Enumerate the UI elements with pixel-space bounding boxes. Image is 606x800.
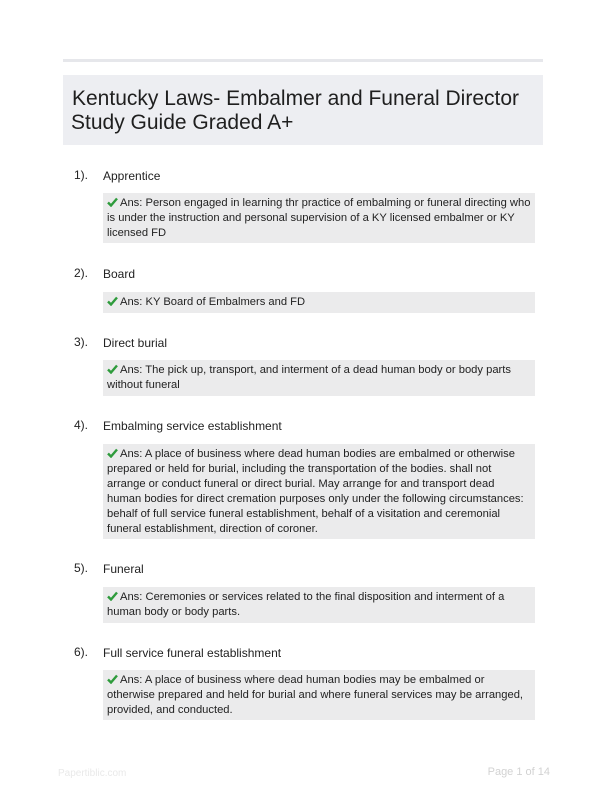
answer-box-5: [103, 587, 535, 623]
title-box: [63, 75, 543, 145]
answer-box-3: [103, 360, 535, 396]
check-icon: [107, 197, 118, 207]
question-term-1: Apprentice: [103, 169, 161, 183]
check-icon: [107, 296, 118, 306]
question-number-5: 5).: [74, 561, 89, 575]
answer-text-4: A place of business where dead human bodies are embalmed or otherwise prepared or held for burial, including the transportation of the bodies. shall not arrange or conduct funeral or direct burial. May arrange for and transport dead human bodies for direct cremation purposes only under the following circumstances: behalf of full service funeral establishment, behalf of a visitation and ceremonial funeral establishment, direction of coroner.: [107, 448, 524, 535]
answer-prefix: Ans:: [120, 448, 143, 460]
footer-watermark: Papertiblic.com: [58, 768, 127, 779]
document-title-line-2: Study Guide Graded A+: [71, 111, 294, 134]
answer-prefix: Ans:: [120, 364, 143, 376]
question-number-3: 3).: [74, 335, 89, 349]
answer-box-2: [103, 292, 535, 313]
top-divider: [63, 59, 543, 62]
question-number-1: 1).: [74, 168, 89, 182]
answer-text-3: The pick up, transport, and interment of a dead human body or body parts without funeral: [107, 364, 511, 391]
check-icon: [107, 448, 118, 458]
answer-text-5: Ceremonies or services related to the final disposition and interment of a human body or body parts.: [107, 591, 505, 618]
question-number-2: 2).: [74, 266, 89, 280]
question-term-6: Full service funeral establishment: [103, 646, 282, 660]
page-indicator: Page 1 of 14: [487, 766, 550, 778]
question-term-4: Embalming service establishment: [103, 419, 282, 433]
answer-prefix: Ans:: [120, 296, 143, 308]
document-title-line-1: Kentucky Laws- Embalmer and Funeral Director: [72, 87, 520, 110]
check-icon: [107, 364, 118, 374]
question-number-4: 4).: [74, 418, 89, 432]
answer-box-6: [103, 670, 535, 720]
question-term-3: Direct burial: [103, 336, 168, 350]
answer-text-2: KY Board of Embalmers and FD: [145, 296, 306, 308]
question-number-6: 6).: [74, 645, 89, 659]
answer-text-1: Person engaged in learning thr practice of embalming or funeral directing who is under the instruction and personal supervision of a KY licensed embalmer or KY licensed FD: [107, 197, 531, 239]
check-icon: [107, 674, 118, 684]
answer-box-1: [103, 193, 535, 243]
answer-prefix: Ans:: [120, 197, 143, 209]
check-icon: [107, 591, 118, 601]
question-term-5: Funeral: [103, 562, 144, 576]
answer-box-4: [103, 444, 535, 539]
answer-prefix: Ans:: [120, 674, 143, 686]
answer-prefix: Ans:: [120, 591, 143, 603]
question-term-2: Board: [103, 267, 136, 281]
answer-text-6: A place of business where dead human bodies may be embalmed or otherwise prepared and held for burial and where funeral services may be arranged, provided, and conducted.: [107, 674, 524, 716]
